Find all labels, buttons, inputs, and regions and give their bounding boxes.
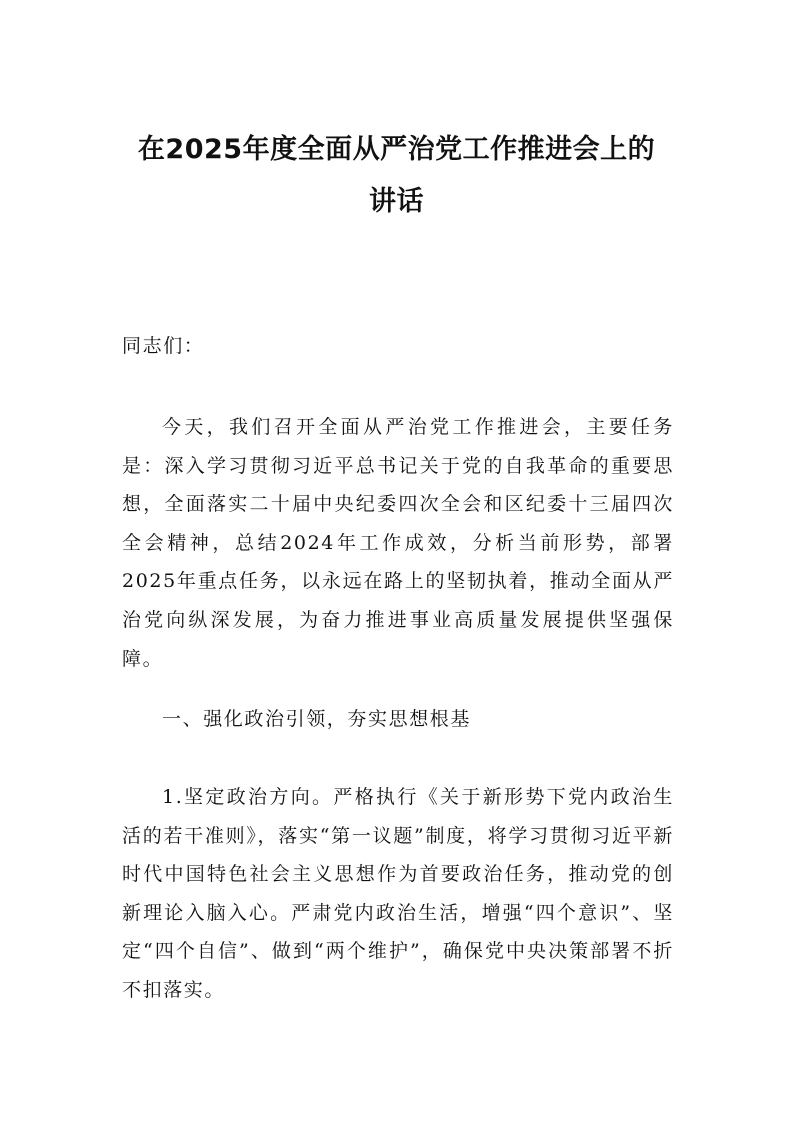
salutation: 同志们： bbox=[122, 335, 205, 357]
title-line-1: 在2025年度全面从严治党工作推进会上的 bbox=[137, 134, 656, 165]
paragraph-political-direction: 1.坚定政治方向。严格执行《关于新形势下党内政治生活的若干准则》，落实“第一议题”制度，将学习贯彻习近平新时代中国特色社会主义思想作为首要政治任务，推动党的创新理论入脑入心。严肃党内政治生活，增强“四个意识”、坚定“四个自信”、做到“两个维护”，确保党中央决策部署不折不扣落实。 bbox=[122, 786, 674, 1001]
document-title bbox=[110, 124, 683, 228]
title-line-2: 讲话 bbox=[369, 186, 424, 217]
section-heading-1: 一、强化政治引领，夯实思想根基 bbox=[162, 708, 472, 730]
paragraph-intro: 今天，我们召开全面从严治党工作推进会，主要任务是：深入学习贯彻习近平总书记关于党的自我革命的重要思想，全面落实二十届中央纪委四次全会和区纪委十三届四次全会精神，总结2024年工作成效，分析当前形势，部署2025年重点任务，以永远在路上的坚韧执着，推动全面从严治党向纵深发展，为奋力推进事业高质量发展提供坚强保障。 bbox=[122, 416, 674, 670]
